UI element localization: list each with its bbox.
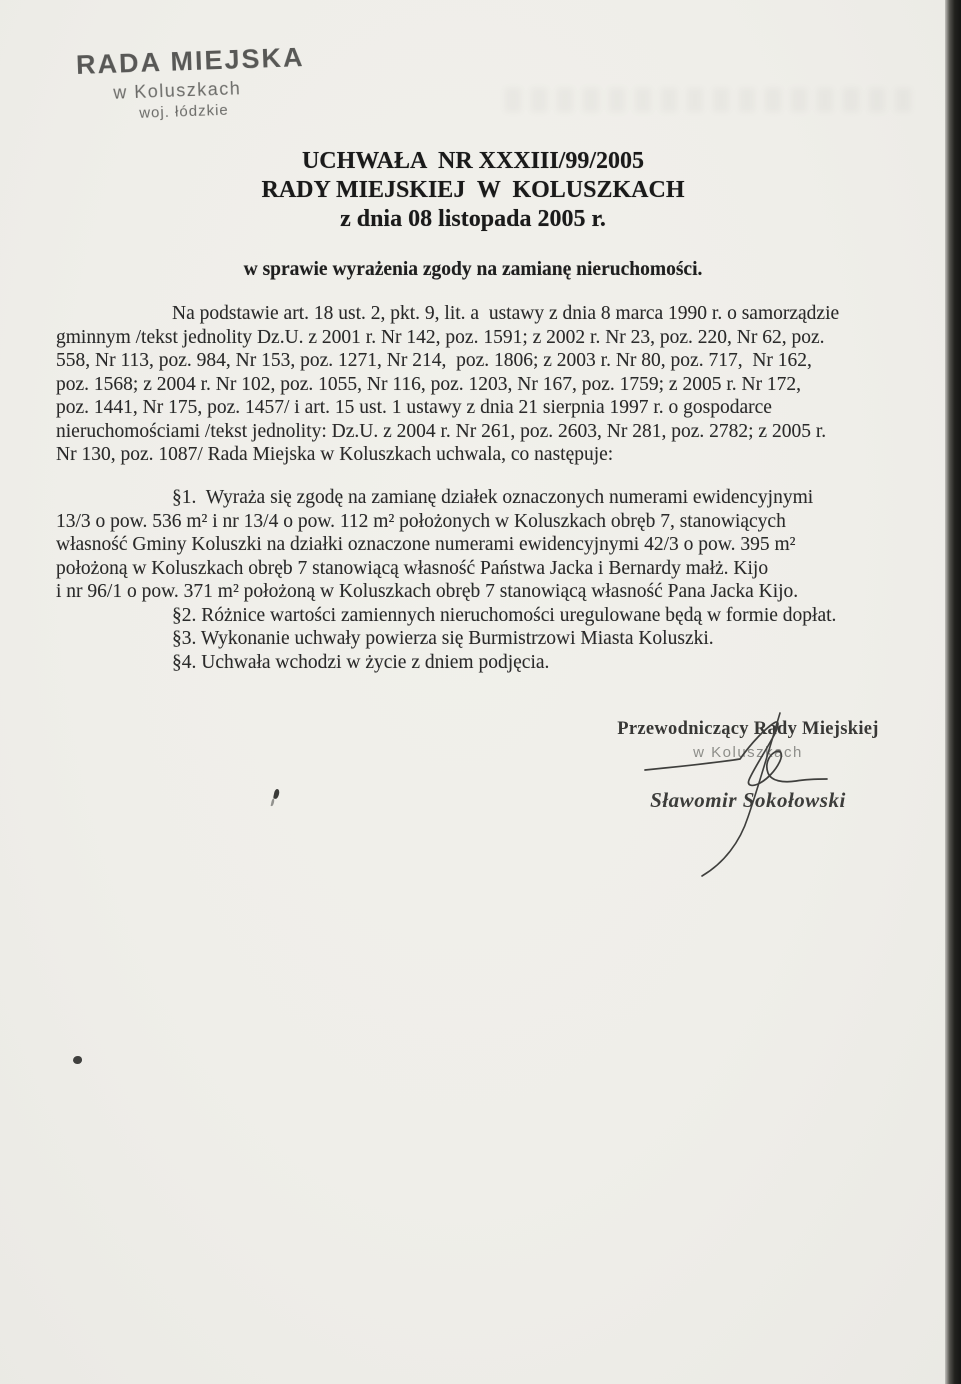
scan-artifact-smudge xyxy=(505,88,915,112)
scan-border-right xyxy=(945,0,961,1384)
legal-basis-paragraph xyxy=(56,302,908,467)
resolution-number: UCHWAŁA NR XXXIII/99/2005 xyxy=(301,148,645,174)
section-1-line: i nr 96/1 o pow. 371 m² położoną w Koluszkach obręb 7 stanowiącą własność Pana Jacka Kijo. xyxy=(56,581,799,602)
resolution-date: z dnia 08 listopada 2005 r. xyxy=(340,206,606,232)
resolution-sections xyxy=(56,486,908,674)
signer-role-town: w Koluszkach xyxy=(693,744,803,761)
section-1-line: własność Gminy Koluszki na działki oznaczone numerami ewidencyjnymi 42/3 o pow. 395 m² xyxy=(56,534,796,555)
signer-role-stamp: Przewodniczący Rady Miejskiej xyxy=(617,719,879,739)
signer-name-stamp: Sławomir Sokołowski xyxy=(650,788,846,812)
legal-basis-line: Nr 130, poz. 1087/ Rada Miejska w Koluszkach uchwala, co następuje: xyxy=(56,444,614,465)
ink-blot-comma xyxy=(273,789,280,800)
legal-basis-line: gminnym /tekst jednolity Dz.U. z 2001 r. Nr 142, poz. 1591; z 2002 r. Nr 23, poz. 220, Nr 62, poz. xyxy=(56,326,825,348)
stamp-voivodeship: woj. łódzkie xyxy=(138,101,230,122)
resolution-issuer: RADY MIEJSKIEJ W KOLUSZKACH xyxy=(261,177,685,203)
section-1-line: §1. Wyraża się zgodę na zamianę działek oznaczonych numerami ewidencyjnymi xyxy=(172,487,814,508)
legal-basis-line: poz. 1441, Nr 175, poz. 1457/ i art. 15 ust. 1 ustawy z dnia 21 sierpnia 1997 r. o gospodarce xyxy=(56,397,772,418)
section-4: §4. Uchwała wchodzi w życie z dniem podjęcia. xyxy=(172,651,550,673)
legal-basis-line: poz. 1568; z 2004 r. Nr 102, poz. 1055, Nr 116, poz. 1203, Nr 167, poz. 1759; z 2005 r. Nr 172, xyxy=(56,373,802,395)
resolution-subject: w sprawie wyrażenia zgody na zamianę nieruchomości. xyxy=(243,259,703,280)
legal-basis-line: 558, Nr 113, poz. 984, Nr 153, poz. 1271, Nr 214, poz. 1806; z 2003 r. Nr 80, poz. 717, Nr 162, xyxy=(56,350,812,371)
ink-blot-dot xyxy=(73,1056,82,1064)
council-stamp xyxy=(73,42,309,124)
legal-basis-line: Na podstawie art. 18 ust. 2, pkt. 9, lit. a ustawy z dnia 8 marca 1990 r. o samorządzie xyxy=(172,303,840,324)
section-2: §2. Różnice wartości zamiennych nieruchomości uregulowane będą w formie dopłat. xyxy=(172,604,837,626)
stamp-town: w Koluszkach xyxy=(112,78,242,103)
resolution-title xyxy=(0,147,946,234)
handwritten-signature-stroke xyxy=(600,700,900,890)
section-1-line: położoną w Koluszkach obręb 7 stanowiącą własność Państwa Jacka i Bernardy małż. Kijo xyxy=(56,557,769,579)
legal-basis-line: nieruchomościami /tekst jednolity: Dz.U. z 2004 r. Nr 261, poz. 2603, Nr 281, poz. 2782; z 2005 r. xyxy=(56,420,827,442)
stamp-org-name: RADA MIEJSKA xyxy=(75,42,305,80)
section-3: §3. Wykonanie uchwały powierza się Burmistrzowi Miasta Koluszki. xyxy=(172,628,714,649)
section-1-line: 13/3 o pow. 536 m² i nr 13/4 o pow. 112 m² położonych w Koluszkach obręb 7, stanowiących xyxy=(56,510,786,532)
